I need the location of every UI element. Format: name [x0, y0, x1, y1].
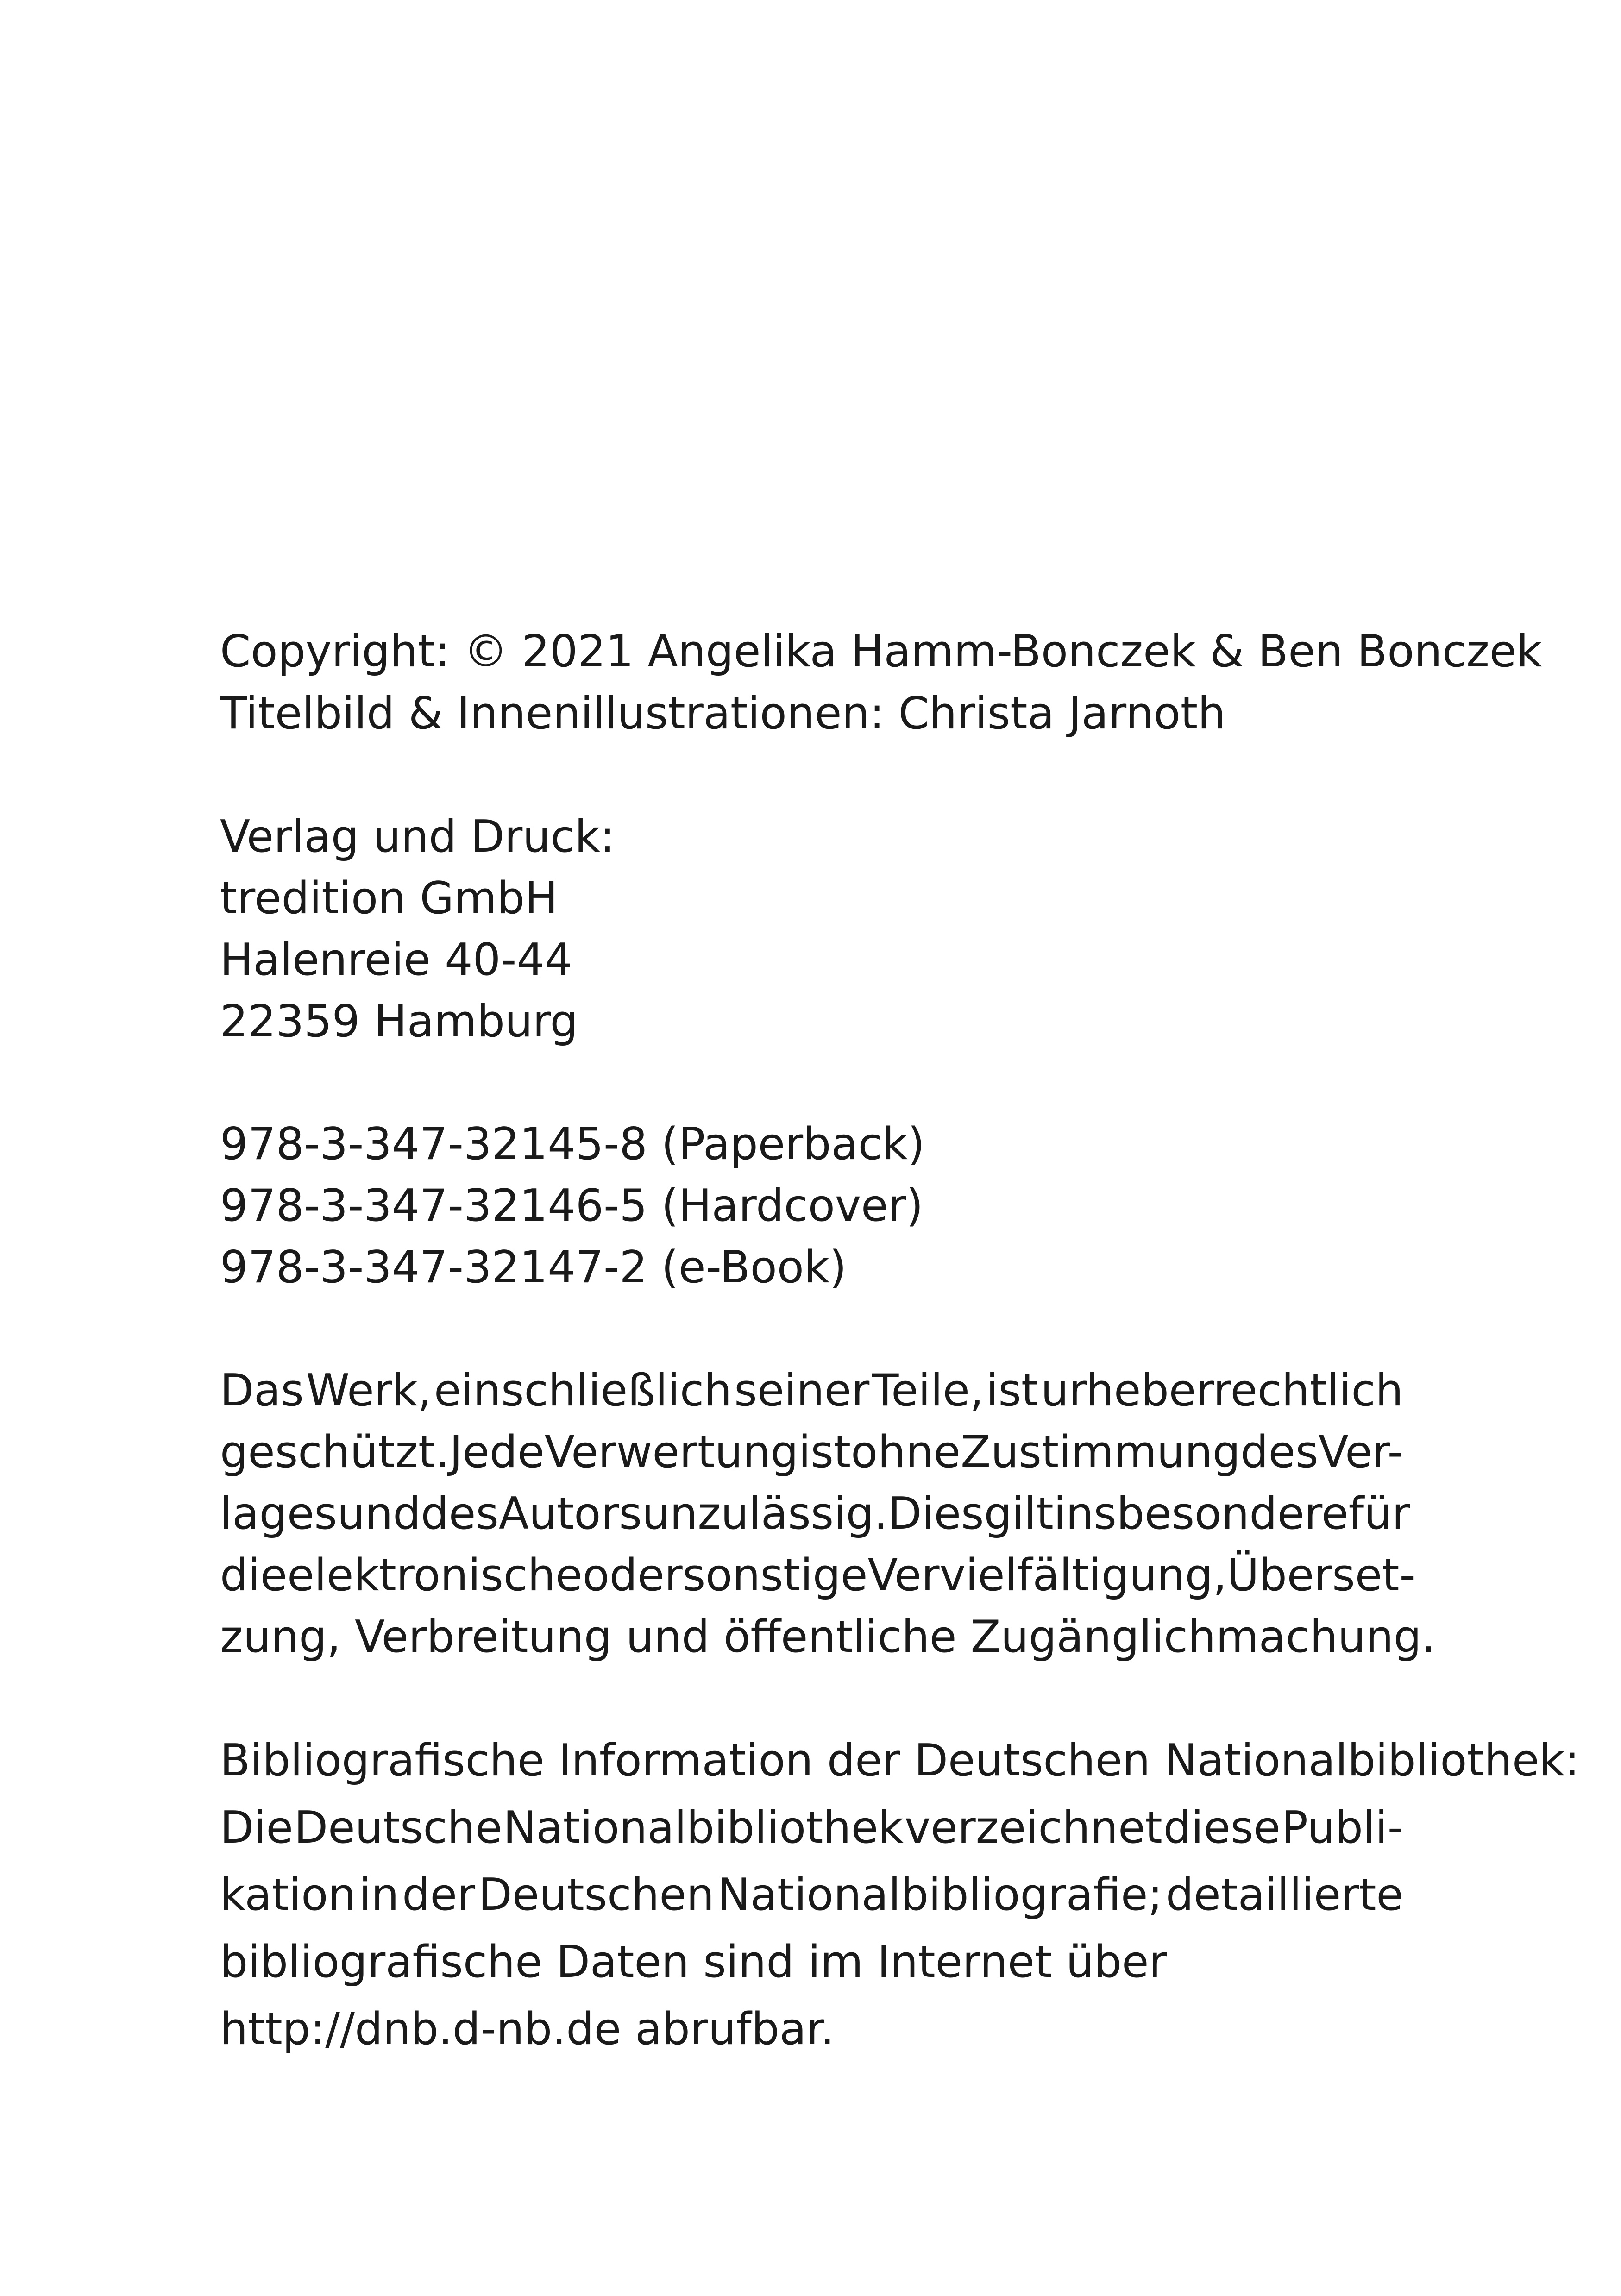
word: lages	[220, 1488, 337, 1539]
word: urheberrechtlich	[1041, 1365, 1403, 1416]
rights-notice-line-3	[220, 1488, 1410, 1539]
word: kation	[220, 1869, 356, 1920]
word: ist	[798, 1427, 851, 1478]
word: diese	[1163, 1802, 1281, 1853]
word: Ver-	[1318, 1427, 1403, 1478]
word: Überset-	[1226, 1550, 1415, 1601]
word: Das	[220, 1365, 304, 1416]
word: Zustimmung	[961, 1427, 1241, 1478]
word: gilt	[984, 1488, 1054, 1539]
word: Deutschen	[478, 1869, 715, 1920]
rights-notice-line-4	[220, 1550, 1415, 1601]
word: ist	[986, 1365, 1039, 1416]
word: sonstige	[682, 1550, 868, 1601]
isbn-ebook: 978-3-347-32147-2 (e-Book)	[220, 1242, 847, 1293]
word: Verwertung	[544, 1427, 798, 1478]
bibliography-line-3	[220, 1869, 1403, 1920]
word: Publi-	[1281, 1802, 1403, 1853]
word: Nationalbibliothek	[503, 1802, 904, 1853]
bibliography-line-4: bibliografische Daten sind im Internet über	[220, 1937, 1167, 1988]
isbn-paperback: 978-3-347-32145-8 (Paperback)	[220, 1119, 925, 1170]
word: Vervielfältigung,	[867, 1550, 1227, 1601]
isbn-hardcover: 978-3-347-32146-5 (Hardcover)	[220, 1180, 924, 1231]
publisher-heading: Verlag und Druck:	[220, 811, 615, 862]
word: Autors	[498, 1488, 642, 1539]
word: die	[220, 1550, 288, 1601]
publisher-street: Halenreie 40-44	[220, 935, 573, 985]
rights-notice-line-2	[220, 1427, 1403, 1478]
bibliography-heading: Bibliografische Information der Deutschen Nationalbibliothek:	[220, 1735, 1580, 1786]
word: einschließlich	[434, 1365, 732, 1416]
word: Teile,	[872, 1365, 984, 1416]
word: Jede	[449, 1427, 545, 1478]
word: Werk,	[306, 1365, 432, 1416]
word: der	[402, 1869, 476, 1920]
word: Dies	[887, 1488, 984, 1539]
rights-notice-line-1	[220, 1365, 1403, 1416]
word: elektronische	[287, 1550, 583, 1601]
publisher-city: 22359 Hamburg	[220, 996, 578, 1047]
bibliography-line-2	[220, 1802, 1403, 1853]
word: Nationalbibliografie;	[717, 1869, 1163, 1920]
publisher-name: tredition GmbH	[220, 873, 558, 924]
illustration-credit: Titelbild & Innenillustrationen: Christa Jarnoth	[220, 688, 1226, 739]
word: des	[1240, 1427, 1319, 1478]
word: des	[421, 1488, 499, 1539]
word: detaillierte	[1165, 1869, 1403, 1920]
word: Deutsche	[294, 1802, 503, 1853]
dnb-url: http://dnb.d-nb.de abrufbar.	[220, 2004, 835, 2055]
word: geschützt.	[220, 1427, 450, 1478]
copyright-line: Copyright: © 2021 Angelika Hamm-Bonczek & Ben Bonczek	[220, 626, 1542, 677]
word: seiner	[734, 1365, 870, 1416]
word: insbesondere	[1053, 1488, 1349, 1539]
word: für	[1348, 1488, 1410, 1539]
rights-notice-line-5: zung, Verbreitung und öffentliche Zugänglichmachung.	[220, 1612, 1436, 1662]
word: in	[359, 1869, 399, 1920]
word: Die	[220, 1802, 293, 1853]
word: ohne	[851, 1427, 961, 1478]
word: verzeichnet	[905, 1802, 1162, 1853]
word: unzulässig.	[641, 1488, 888, 1539]
word: und	[337, 1488, 421, 1539]
word: oder	[582, 1550, 683, 1601]
